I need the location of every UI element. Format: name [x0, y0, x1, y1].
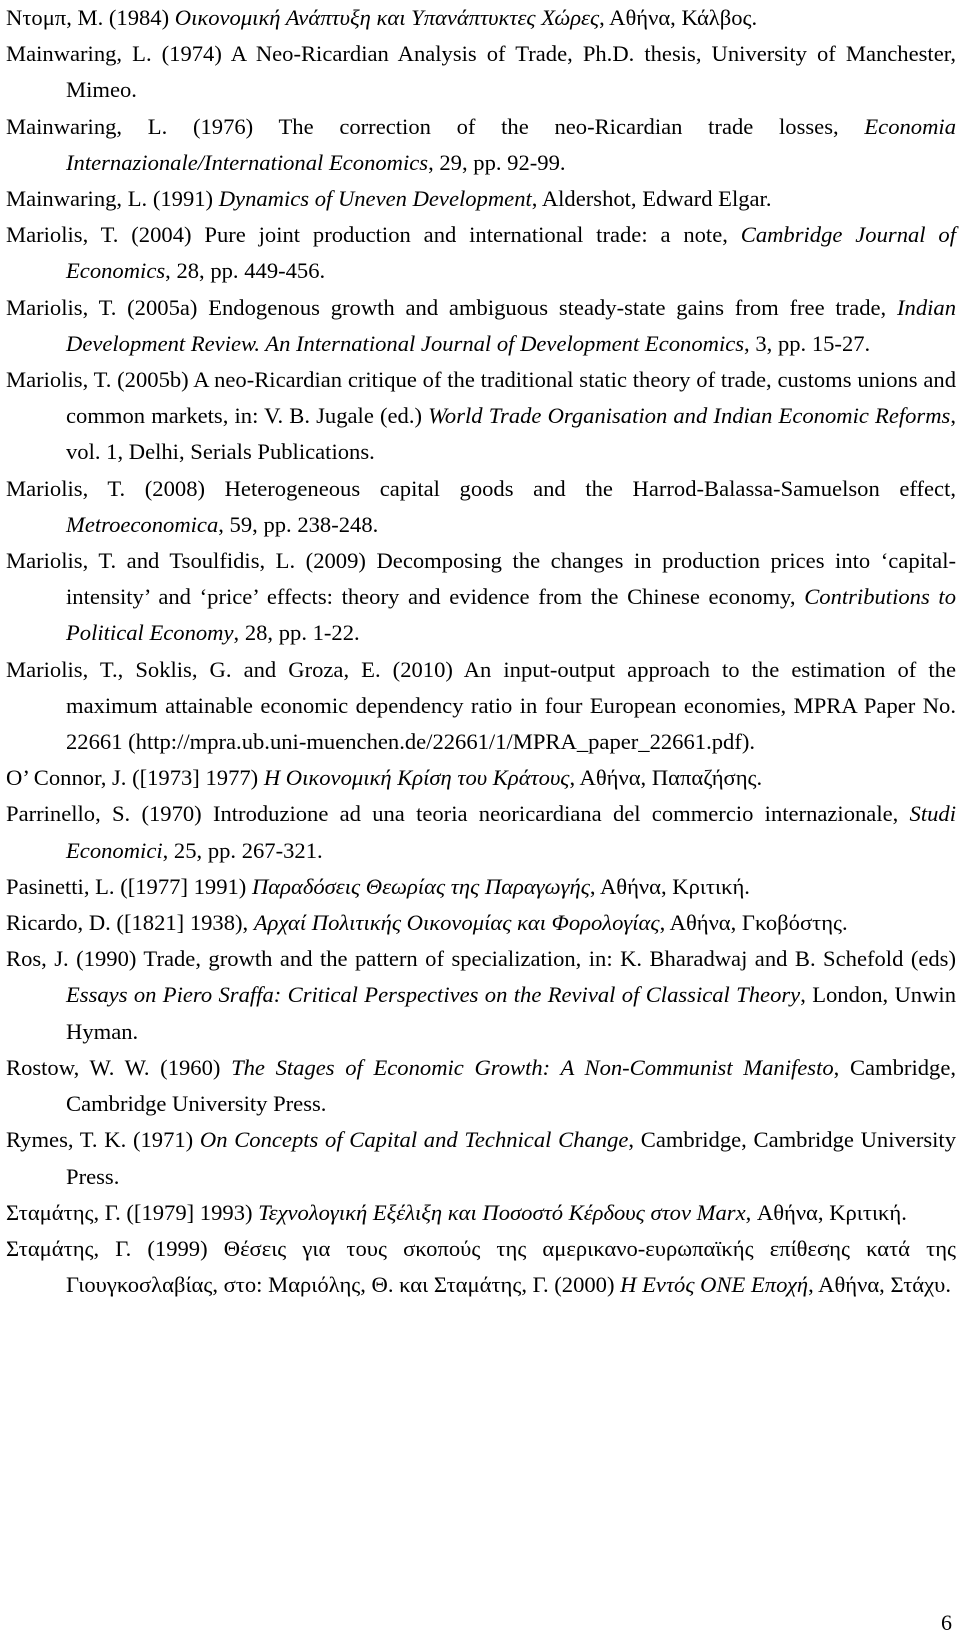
reference-text: , 29, pp. 92-99. [428, 149, 566, 175]
reference-text: , Αθήνα, Κάλβος. [599, 5, 758, 30]
reference-text: Rostow, W. W. (1960) [6, 1054, 232, 1080]
reference-entry [6, 471, 956, 543]
reference-entry [6, 905, 956, 941]
reference-title-italic: Metroeconomica [66, 511, 219, 537]
reference-text: Pasinetti, L. ([1977] 1991) [6, 873, 252, 899]
reference-text: Mariolis, T. (2005a) Endogenous growth and ambiguous steady-state gains from free trade, [6, 294, 897, 320]
reference-title-italic: Studi Economici [66, 801, 956, 863]
reference-title-italic: Dynamics of Uneven Development [218, 186, 532, 212]
reference-text: , London, Unwin Hyman. [66, 982, 956, 1044]
reference-text: , vol. 1, Delhi, Serials Publications. [66, 403, 956, 465]
reference-entry [6, 869, 956, 905]
reference-text: Mariolis, T., Soklis, G. and Groza, E. (2010) An input-output approach to the estimation of the maximum attainable economic dependency ratio in four European economies, MPRA Paper No. 22661 (http://mpra.ub.uni-muenchen.de/22661/1/MPRA_paper_22661.pdf). [6, 656, 956, 755]
reference-entry [6, 290, 956, 362]
reference-title-italic: Η Οικονομική Κρίση του Κράτους [263, 765, 570, 791]
reference-entry [6, 1050, 956, 1122]
reference-title-italic: Οικονομική Ανάπτυξη και Υπανάπτυκτες Χώρες [174, 5, 600, 30]
reference-text: Mainwaring, L. (1991) [6, 186, 219, 212]
reference-title-italic: Contributions to Political Economy [66, 584, 956, 646]
reference-text: Mainwaring, L. (1974) A Neo-Ricardian Analysis of Trade, Ph.D. thesis, University of Manchester, Mimeo. [6, 41, 956, 103]
reference-title-italic: Cambridge Journal of Economics [66, 222, 956, 284]
reference-text: Rymes, T. K. (1971) [6, 1127, 200, 1153]
reference-entry [6, 796, 956, 868]
reference-text: Ros, J. (1990) Trade, growth and the pattern of specialization, in: K. Bharadwaj and B. Schefold (eds) [6, 946, 956, 972]
reference-title-italic: Economia Internazionale/International Economics [66, 113, 956, 175]
reference-text: Mariolis, T. (2008) Heterogeneous capital goods and the Harrod-Balassa-Samuelson effect, [6, 475, 956, 501]
reference-title-italic: Παραδόσεις Θεωρίας της Παραγωγής [251, 873, 590, 899]
reference-text: Mariolis, T. (2005b) A neo-Ricardian critique of the traditional static theory of trade, customs unions and common markets, in: V. B. Jugale (ed.) [6, 367, 956, 429]
reference-text: , Αθήνα, Κριτική. [745, 1199, 907, 1225]
reference-entry [6, 941, 956, 1050]
reference-entry [6, 109, 956, 181]
reference-text: Σταμάτης, Γ. ([1979] 1993) [6, 1199, 259, 1225]
reference-entry [6, 760, 956, 796]
reference-text: , Αθήνα, Γκοβόστης. [659, 910, 848, 936]
reference-text: Mariolis, T. and Tsoulfidis, L. (2009) Decomposing the changes in production prices into ‘capital-intensity’ and ‘price’ effects: theory and evidence from the Chinese economy, [6, 548, 956, 610]
reference-title-italic: Αρχαί Πολιτικής Οικονομίας και Φορολογίας [253, 910, 660, 936]
reference-text: , Cambridge, Cambridge University Press. [66, 1127, 956, 1189]
reference-title-italic: Τεχνολογική Εξέλιξη και Ποσοστό Κέρδους στον Marx [258, 1199, 746, 1225]
reference-entry [6, 0, 956, 36]
reference-text: Σταμάτης, Γ. (1999) Θέσεις για τους σκοπούς της αμερικανο-ευρωπαϊκής επίθεσης κατά της Γιουγκοσλαβίας, στο: Μαριόλης, Θ. και Σταμάτης, Γ. (2000) [6, 1235, 956, 1298]
reference-list [6, 0, 956, 1303]
reference-text: Ricardo, D. ([1821] 1938), [6, 910, 254, 936]
reference-entry [6, 1231, 956, 1303]
reference-entry [6, 543, 956, 652]
reference-text: , Αθήνα, Κριτική. [589, 873, 750, 899]
reference-text: Mariolis, T. (2004) Pure joint production and international trade: a note, [6, 222, 741, 248]
reference-entry [6, 362, 956, 471]
reference-entry [6, 1122, 956, 1194]
reference-text: , 28, pp. 449-456. [165, 258, 326, 284]
reference-entry [6, 181, 956, 217]
reference-title-italic: World Trade Organisation and Indian Economic Reforms [428, 403, 951, 429]
reference-entry [6, 652, 956, 761]
reference-title-italic: Essays on Piero Sraffa: Critical Perspectives on the Revival of Classical Theory [66, 982, 801, 1008]
reference-text: , 25, pp. 267-321. [162, 837, 323, 863]
reference-text: , 59, pp. 238-248. [218, 511, 379, 537]
reference-title-italic: The Stages of Economic Growth: A Non-Communist Manifesto [231, 1054, 834, 1080]
reference-text: O’ Connor, J. ([1973] 1977) [6, 765, 264, 791]
reference-text: Parrinello, S. (1970) Introduzione ad una teoria neoricardiana del commercio internazionale, [6, 801, 910, 827]
reference-entry [6, 36, 956, 108]
reference-title-italic: Η Εντός ΟΝΕ Εποχή [620, 1272, 809, 1298]
reference-title-italic: On Concepts of Capital and Technical Change [199, 1127, 629, 1153]
reference-text: , 28, pp. 1-22. [233, 620, 360, 646]
reference-text: , 3, pp. 15-27. [744, 330, 871, 356]
page-number: 6 [941, 1610, 952, 1635]
reference-text: Mainwaring, L. (1976) The correction of the neo-Ricardian trade losses, [6, 113, 865, 139]
reference-entry [6, 217, 956, 289]
reference-title-italic: Indian Development Review. An International Journal of Development Economics [66, 294, 956, 356]
reference-text: , Αθήνα, Στάχυ. [808, 1272, 951, 1298]
reference-text: Ντομπ, Μ. (1984) [6, 5, 175, 30]
reference-text: , Αθήνα, Παπαζήσης. [569, 765, 763, 791]
reference-text: , Cambridge, Cambridge University Press. [66, 1054, 956, 1117]
reference-entry [6, 1195, 956, 1231]
reference-text: , Aldershot, Edward Elgar. [531, 186, 772, 212]
